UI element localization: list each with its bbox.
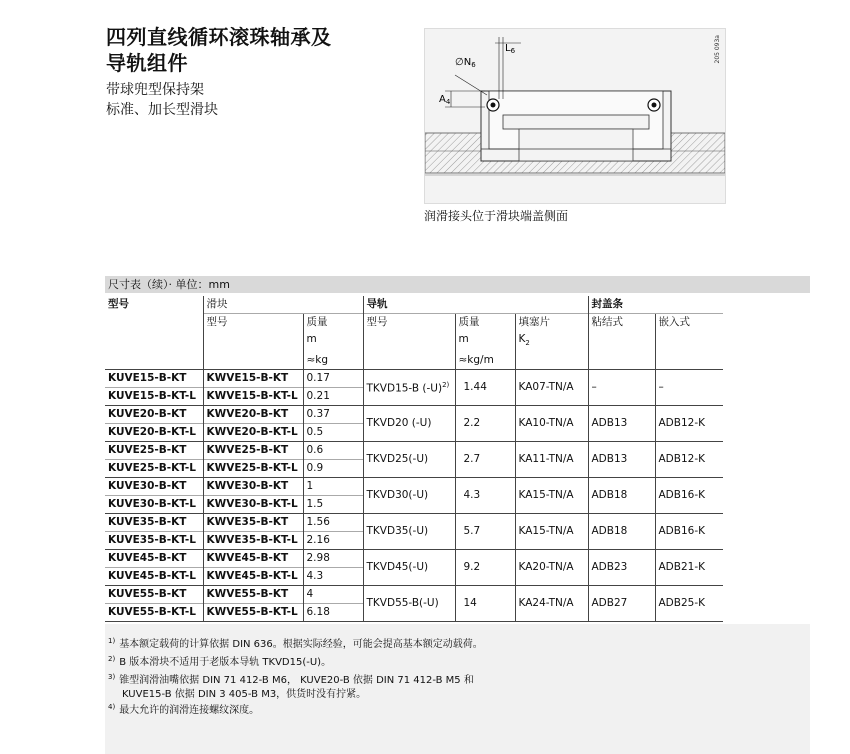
cell-insert: ADB25-K bbox=[655, 586, 723, 622]
cell-rail-mass: 5.7 bbox=[455, 514, 515, 550]
rail-model-text: TKVD20 (-U) bbox=[366, 417, 432, 430]
cell-carriage-model: KWVE30-B-KT-L bbox=[203, 496, 303, 514]
cell-carriage-model: KWVE45-B-KT bbox=[203, 550, 303, 568]
cell-rail-model bbox=[363, 586, 455, 622]
footnote-mark: 4) bbox=[108, 703, 116, 711]
col-adhesive: 粘结式 bbox=[588, 314, 655, 332]
figure-caption: 润滑接头位于滑块端盖侧面 bbox=[424, 209, 569, 223]
cell-plug: KA07-TN/A bbox=[515, 370, 588, 406]
rail-model-text: TKVD45(-U) bbox=[366, 561, 429, 574]
cell-carriage-model: KWVE25-B-KT-L bbox=[203, 460, 303, 478]
cell-rail-mass: 1.44 bbox=[455, 370, 515, 406]
col-group-carriage: 滑块 bbox=[203, 296, 363, 314]
cell-carriage-model: KWVE25-B-KT bbox=[203, 442, 303, 460]
footnote-ref: 2) bbox=[442, 381, 450, 390]
rail-model-text: TKVD55-B(-U) bbox=[366, 597, 439, 610]
footnote-3 bbox=[108, 670, 474, 702]
cell-rail-mass: 2.2 bbox=[455, 406, 515, 442]
page-subtitle bbox=[106, 80, 218, 120]
cell-rail-mass: 9.2 bbox=[455, 550, 515, 586]
cell-unit-model: KUVE15-B-KT-L bbox=[105, 388, 203, 406]
drawing-code: 205 093a bbox=[714, 35, 721, 64]
rail-model-text: TKVD25(-U) bbox=[366, 453, 429, 466]
cell-unit-model: KUVE30-B-KT bbox=[105, 478, 203, 496]
cell-rail-model bbox=[363, 406, 455, 442]
cell-carriage-model: KWVE35-B-KT bbox=[203, 514, 303, 532]
cell-unit-model: KUVE35-B-KT bbox=[105, 514, 203, 532]
cell-adhesive: ADB18 bbox=[588, 478, 655, 514]
col-rail-mass: 质量 bbox=[455, 314, 515, 332]
cell-unit-model: KUVE15-B-KT bbox=[105, 370, 203, 388]
cell-unit-model: KUVE20-B-KT bbox=[105, 406, 203, 424]
cell-carriage-model: KWVE55-B-KT bbox=[203, 586, 303, 604]
footnote-text: 锥型润滑油嘴依据 DIN 71 412-B M6， KUVE20-B 依据 DIN 71 412-B M5 和 bbox=[119, 675, 474, 687]
footnotes bbox=[105, 624, 810, 754]
cell-carriage-model: KWVE20-B-KT bbox=[203, 406, 303, 424]
label-a4: $A_4$ bbox=[439, 94, 451, 106]
cell-carriage-mass: 6.18 bbox=[303, 604, 363, 622]
cell-carriage-mass: 0.21 bbox=[303, 388, 363, 406]
title-line-2: 导轨组件 bbox=[106, 51, 188, 75]
table-heading: 尺寸表（续）· 单位：mm bbox=[105, 276, 810, 293]
footnote-mark: 2) bbox=[108, 655, 116, 663]
cell-carriage-mass: 0.6 bbox=[303, 442, 363, 460]
cell-rail-model bbox=[363, 370, 455, 406]
cell-unit-model: KUVE25-B-KT bbox=[105, 442, 203, 460]
cell-insert: ADB16-K bbox=[655, 514, 723, 550]
cell-carriage-model: KWVE55-B-KT-L bbox=[203, 604, 303, 622]
table-row bbox=[105, 586, 723, 604]
col-group-seal: 封盖条 bbox=[588, 296, 723, 314]
cell-rail-mass: 14 bbox=[455, 586, 515, 622]
cell-carriage-mass: 0.9 bbox=[303, 460, 363, 478]
cell-carriage-model: KWVE30-B-KT bbox=[203, 478, 303, 496]
subtitle-line-2: 标准、加长型滑块 bbox=[106, 102, 218, 118]
table-row bbox=[105, 478, 723, 496]
footnote-text: B 版本滑块不适用于老版本导轨 TKVD15(-U)。 bbox=[119, 657, 332, 669]
cell-insert: ADB12-K bbox=[655, 406, 723, 442]
cell-rail-model bbox=[363, 442, 455, 478]
footnote-mark: 1) bbox=[108, 637, 116, 645]
cell-unit-model: KUVE45-B-KT-L bbox=[105, 568, 203, 586]
cell-unit-model: KUVE20-B-KT-L bbox=[105, 424, 203, 442]
rail-model-text: TKVD15-B (-U) bbox=[366, 382, 443, 395]
cell-plug: KA10-TN/A bbox=[515, 406, 588, 442]
cell-unit-model: KUVE55-B-KT-L bbox=[105, 604, 203, 622]
cell-rail-mass: 4.3 bbox=[455, 478, 515, 514]
cell-adhesive: – bbox=[588, 370, 655, 406]
table-row bbox=[105, 442, 723, 460]
drawing-svg bbox=[425, 29, 725, 203]
footnote-text: 最大允许的润滑连接螺纹深度。 bbox=[119, 705, 260, 717]
cell-unit-model: KUVE35-B-KT-L bbox=[105, 532, 203, 550]
label-l6: $L_6$ bbox=[505, 43, 516, 55]
cell-adhesive: ADB27 bbox=[588, 586, 655, 622]
cell-plug: KA15-TN/A bbox=[515, 478, 588, 514]
title-line-1: 四列直线循环滚珠轴承及 bbox=[106, 25, 332, 49]
col-group-model: 型号 bbox=[105, 296, 203, 314]
cell-carriage-mass: 4.3 bbox=[303, 568, 363, 586]
cell-plug: KA24-TN/A bbox=[515, 586, 588, 622]
cell-carriage-model: KWVE15-B-KT bbox=[203, 370, 303, 388]
cell-adhesive: ADB13 bbox=[588, 442, 655, 478]
cell-adhesive: ADB18 bbox=[588, 514, 655, 550]
col-carriage-mass-symbol: m bbox=[303, 331, 363, 352]
cell-unit-model: KUVE25-B-KT-L bbox=[105, 460, 203, 478]
cell-unit-model: KUVE55-B-KT bbox=[105, 586, 203, 604]
footnote-text: 基本额定载荷的计算依据 DIN 636。根据实际经验，可能会提高基本额定动载荷。 bbox=[119, 639, 483, 651]
col-group-rail: 导轨 bbox=[363, 296, 588, 314]
cell-carriage-mass: 2.98 bbox=[303, 550, 363, 568]
cell-carriage-mass: 1.56 bbox=[303, 514, 363, 532]
footnote-1 bbox=[108, 634, 483, 652]
col-insert: 嵌入式 bbox=[655, 314, 723, 332]
col-plug: 填塞片 bbox=[515, 314, 588, 332]
col-carriage-mass: 质量 bbox=[303, 314, 363, 332]
footnote-text: KUVE15-B 依据 DIN 3 405-B M3，供货时没有拧紧。 bbox=[122, 689, 367, 701]
cell-carriage-mass: 1 bbox=[303, 478, 363, 496]
cell-insert: ADB16-K bbox=[655, 478, 723, 514]
dimension-table bbox=[105, 276, 810, 619]
cell-plug: KA11-TN/A bbox=[515, 442, 588, 478]
footnote-2 bbox=[108, 652, 331, 670]
cell-carriage-model: KWVE45-B-KT-L bbox=[203, 568, 303, 586]
cell-carriage-mass: 2.16 bbox=[303, 532, 363, 550]
subtitle-line-1: 带球兜型保持架 bbox=[106, 82, 204, 98]
cell-rail-model bbox=[363, 514, 455, 550]
table-row bbox=[105, 406, 723, 424]
rail-model-text: TKVD30(-U) bbox=[366, 489, 429, 502]
table-row bbox=[105, 370, 723, 388]
table-row bbox=[105, 550, 723, 568]
cell-insert: ADB12-K bbox=[655, 442, 723, 478]
col-carriage-mass-unit: ≈kg bbox=[303, 352, 363, 370]
col-rail-mass-unit: ≈kg/m bbox=[455, 352, 515, 370]
cell-insert: – bbox=[655, 370, 723, 406]
technical-drawing bbox=[424, 28, 726, 204]
cell-carriage-model: KWVE15-B-KT-L bbox=[203, 388, 303, 406]
footnote-4 bbox=[108, 700, 259, 718]
cell-carriage-mass: 4 bbox=[303, 586, 363, 604]
cell-carriage-mass: 0.37 bbox=[303, 406, 363, 424]
cell-adhesive: ADB13 bbox=[588, 406, 655, 442]
cell-insert: ADB21-K bbox=[655, 550, 723, 586]
col-rail-model: 型号 bbox=[363, 314, 455, 332]
page-title bbox=[106, 24, 332, 76]
dimension-grid bbox=[105, 296, 723, 622]
cell-plug: KA15-TN/A bbox=[515, 514, 588, 550]
cell-adhesive: ADB23 bbox=[588, 550, 655, 586]
cell-carriage-mass: 1.5 bbox=[303, 496, 363, 514]
cell-unit-model: KUVE45-B-KT bbox=[105, 550, 203, 568]
cell-carriage-model: KWVE35-B-KT-L bbox=[203, 532, 303, 550]
cell-carriage-mass: 0.5 bbox=[303, 424, 363, 442]
col-carriage-model: 型号 bbox=[203, 314, 303, 332]
rail-model-text: TKVD35(-U) bbox=[366, 525, 429, 538]
footnote-mark: 3) bbox=[108, 673, 116, 681]
cell-plug: KA20-TN/A bbox=[515, 550, 588, 586]
cell-carriage-model: KWVE20-B-KT-L bbox=[203, 424, 303, 442]
cell-rail-model bbox=[363, 478, 455, 514]
cell-rail-mass: 2.7 bbox=[455, 442, 515, 478]
cell-rail-model bbox=[363, 550, 455, 586]
label-n6: $\emptyset N_6$ bbox=[455, 57, 476, 69]
col-rail-mass-symbol: m bbox=[455, 331, 515, 352]
col-plug-symbol: $K_2$ bbox=[515, 331, 588, 352]
cell-unit-model: KUVE30-B-KT-L bbox=[105, 496, 203, 514]
table-row bbox=[105, 514, 723, 532]
cell-carriage-mass: 0.17 bbox=[303, 370, 363, 388]
